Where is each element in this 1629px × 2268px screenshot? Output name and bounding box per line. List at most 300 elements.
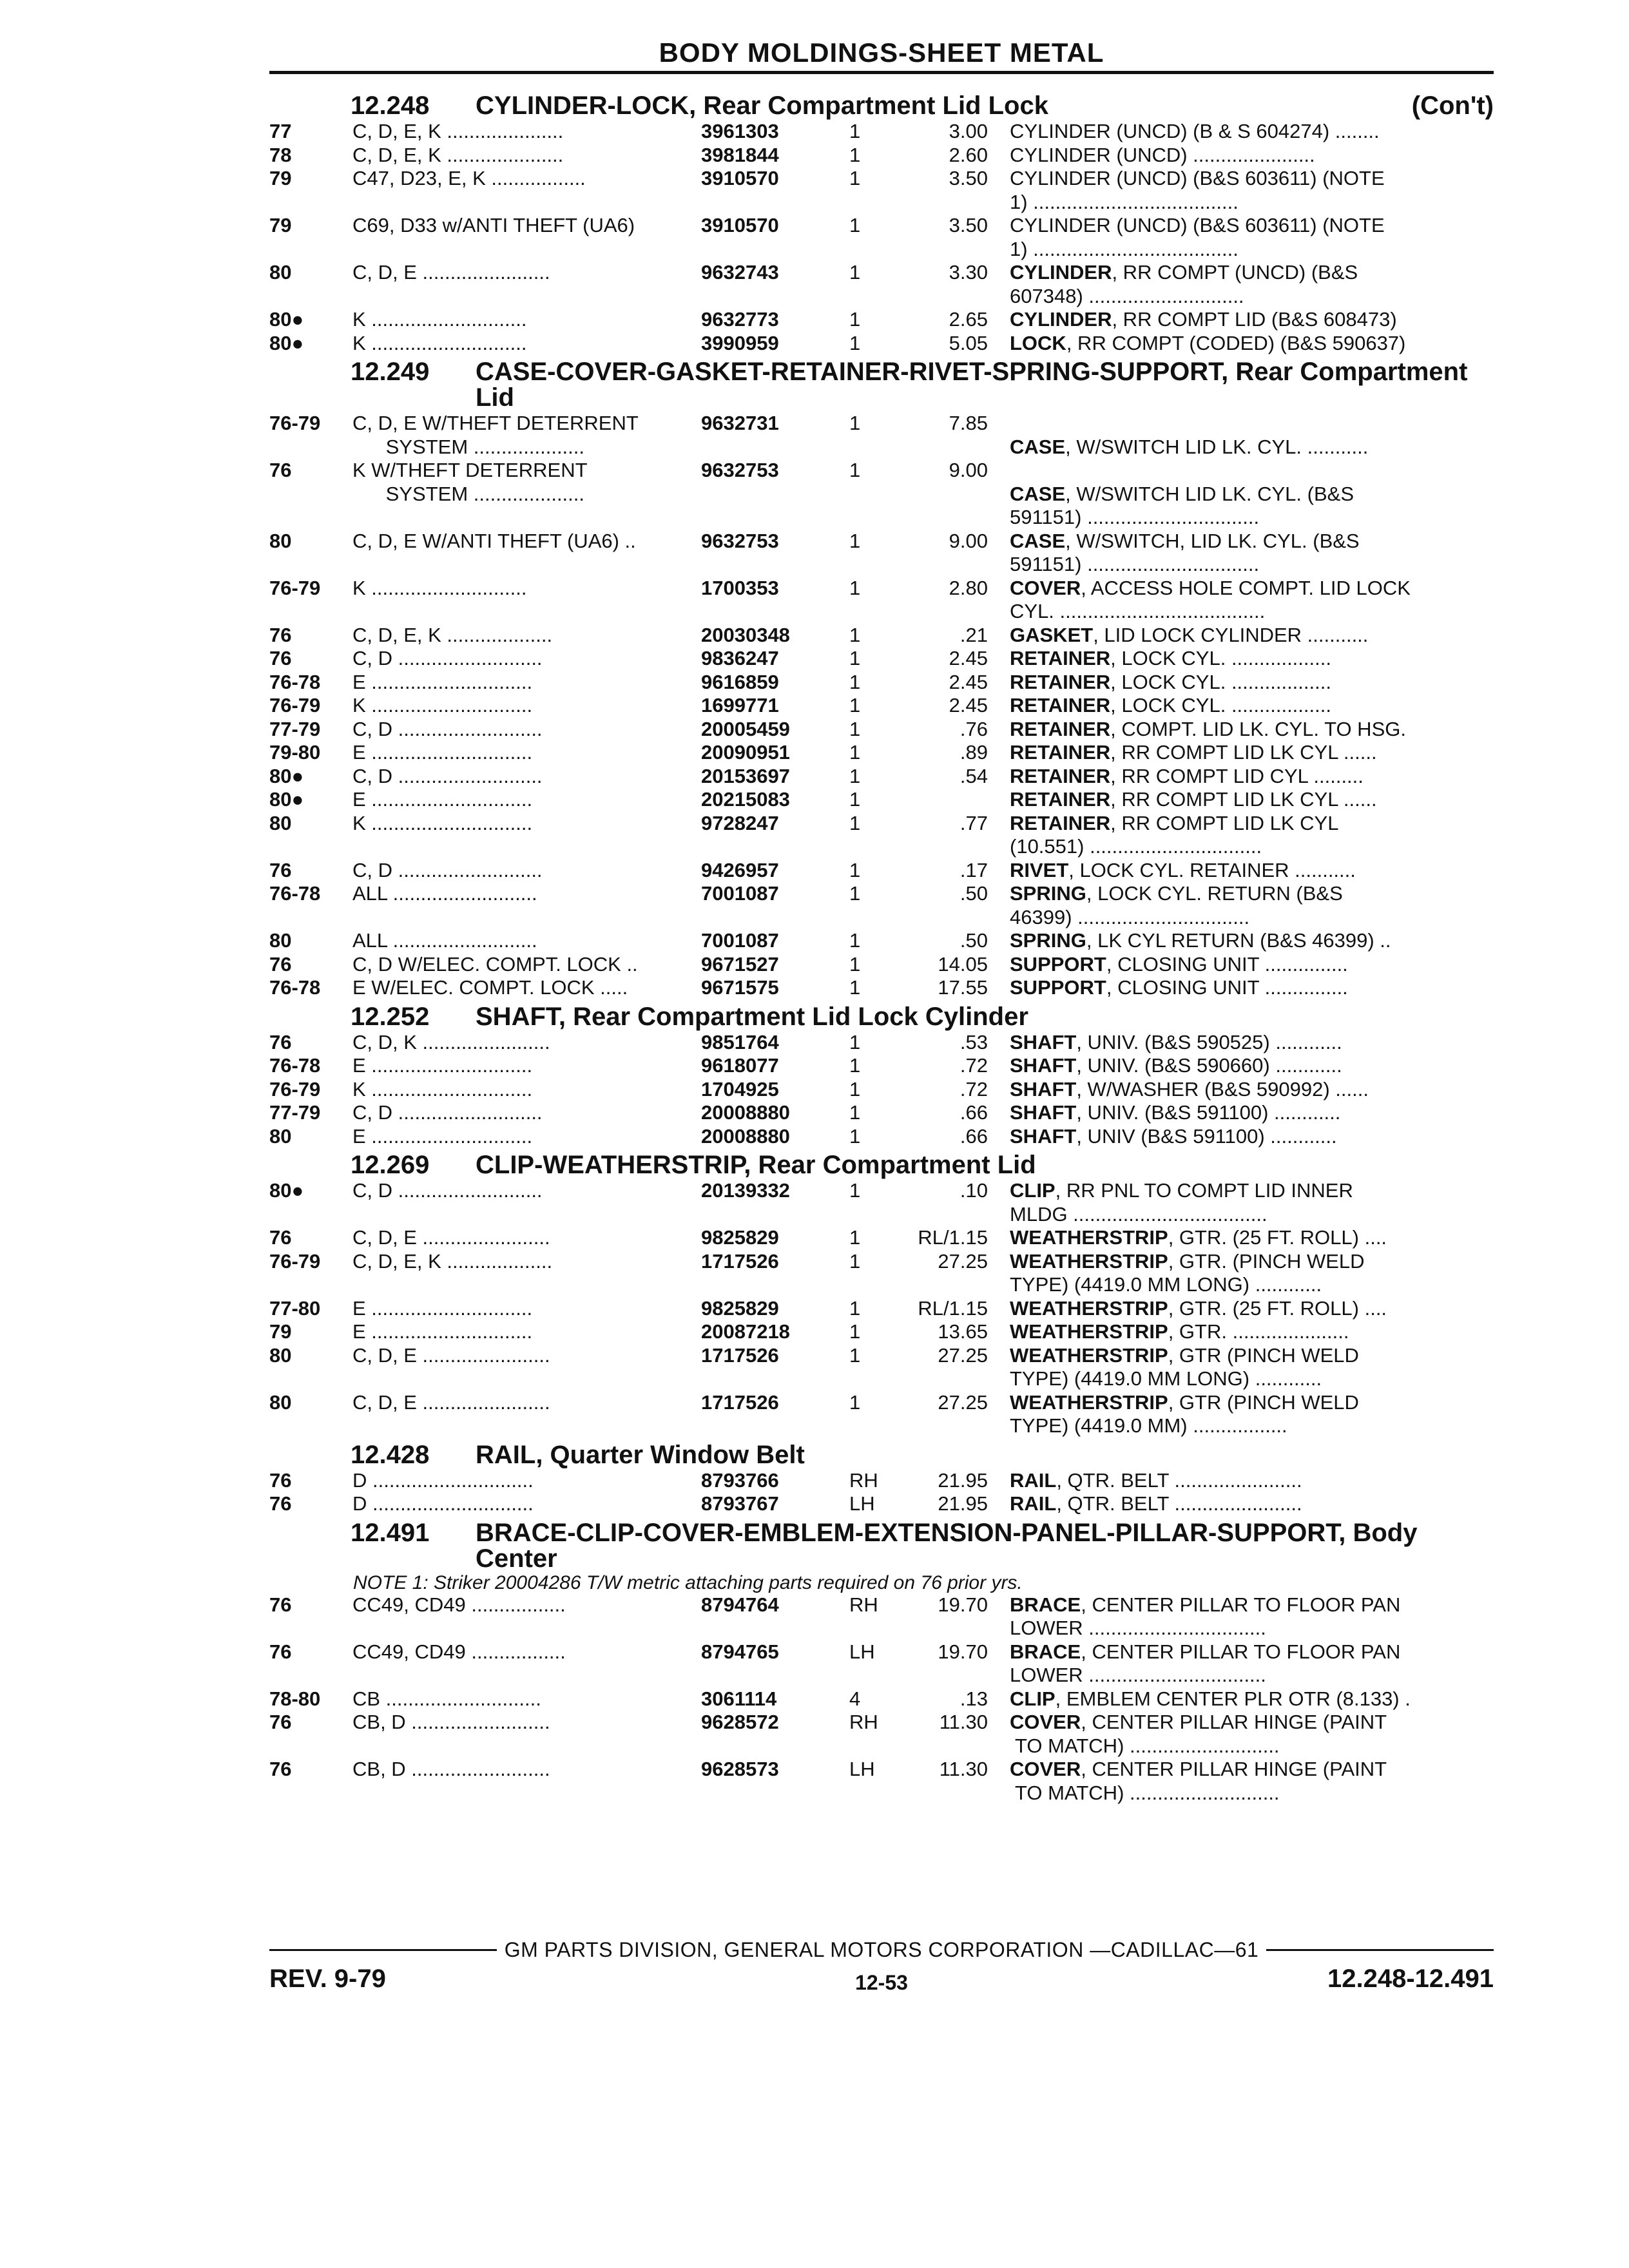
part-row (269, 1250, 1494, 1297)
continued-label: (Con't) (1411, 91, 1494, 120)
description-keyword: GASKET (1010, 623, 1094, 646)
description-keyword: SHAFT (1010, 1077, 1077, 1100)
quantity: RH (849, 1468, 878, 1492)
quantity: RH (849, 1711, 878, 1733)
quantity: 1 (849, 167, 861, 189)
description-keyword: COVER (1010, 1758, 1081, 1780)
model-application: CB, D ......................... (352, 1758, 550, 1780)
model-application: K ............................. (352, 1077, 533, 1100)
page-footer (269, 1938, 1494, 1997)
list-price: .54 (959, 764, 988, 787)
model-application: C, D .......................... (352, 1179, 543, 1202)
model-application: CC49, CD49 ................. (352, 1593, 566, 1616)
part-description: BRACE, CENTER PILLAR TO FLOOR PAN LOWER ................................ (1010, 1640, 1401, 1686)
part-number: 9632731 (701, 412, 779, 434)
part-number: 8793767 (701, 1492, 779, 1515)
list-price: 2.45 (949, 670, 988, 693)
description-keyword: WEATHERSTRIP (1010, 1226, 1168, 1249)
part-row (269, 1593, 1494, 1640)
model-year: 76 (269, 858, 292, 881)
part-description: CLIP, EMBLEM CENTER PLR OTR (8.133) . (1010, 1687, 1411, 1710)
part-row (269, 1344, 1494, 1391)
description-keyword: SPRING (1010, 929, 1086, 952)
part-number: 1699771 (701, 694, 779, 716)
quantity: 1 (849, 1030, 861, 1053)
list-price: 11.30 (939, 1758, 988, 1780)
part-row (269, 718, 1494, 742)
part-description: RETAINER, LOCK CYL. .................. (1010, 694, 1331, 716)
model-year: 76 (269, 1030, 292, 1053)
part-description: SPRING, LOCK CYL. RETURN (B&S 46399) ............................... (1010, 882, 1343, 928)
part-row (269, 953, 1494, 977)
description-keyword: CASE (1010, 482, 1066, 505)
list-price: 19.70 (938, 1640, 988, 1663)
model-year: 77-79 (269, 1101, 321, 1124)
description-keyword: LOCK (1010, 331, 1066, 354)
part-row (269, 1711, 1494, 1758)
description-keyword: CLIP (1010, 1179, 1055, 1202)
description-keyword: BRACE (1010, 1593, 1081, 1616)
part-description: WEATHERSTRIP, GTR. (PINCH WELD TYPE) (4419.0 MM LONG) ............ (1010, 1249, 1365, 1296)
part-row (269, 1031, 1494, 1055)
description-keyword: SHAFT (1010, 1124, 1077, 1148)
list-price: .21 (959, 623, 988, 646)
list-price: 27.25 (938, 1390, 988, 1414)
model-application: E ............................. (352, 1054, 533, 1077)
part-row (269, 671, 1494, 695)
part-number: 3990959 (701, 331, 779, 354)
list-price: 17.55 (938, 976, 988, 999)
list-price: 3.30 (949, 261, 988, 284)
part-description: GASKET, LID LOCK CYLINDER ........... (1010, 623, 1369, 646)
model-year: 76 (269, 1593, 292, 1616)
list-price: .17 (959, 858, 988, 881)
quantity: 1 (849, 1179, 861, 1202)
model-application: CB, D ......................... (352, 1711, 550, 1733)
revision-label: REV. 9-79 (269, 1965, 386, 1993)
part-row (269, 120, 1494, 144)
part-description: SUPPORT, CLOSING UNIT ............... (1010, 976, 1348, 999)
quantity: 1 (849, 529, 861, 552)
quantity: 1 (849, 261, 861, 284)
model-year: 79 (269, 1320, 292, 1343)
description-keyword: CYLINDER (1010, 308, 1112, 331)
model-year: 76-78 (269, 1054, 321, 1077)
catalog-section (269, 1442, 1494, 1516)
page-header: BODY MOLDINGS-SHEET METAL (659, 37, 1104, 68)
model-year: 80 (269, 1390, 292, 1414)
quantity: 1 (849, 214, 861, 236)
list-price: .66 (959, 1124, 988, 1148)
model-application: C69, D33 w/ANTI THEFT (UA6) (352, 214, 635, 236)
model-application: C, D, K ....................... (352, 1030, 550, 1053)
quantity: 1 (849, 741, 861, 764)
part-row (269, 788, 1494, 812)
model-year: 78 (269, 143, 292, 166)
description-keyword: SHAFT (1010, 1101, 1077, 1124)
part-description: RETAINER, RR COMPT LID LK CYL (10.551) ............................... (1010, 811, 1339, 858)
part-row (269, 1758, 1494, 1805)
part-row (269, 1320, 1494, 1344)
quantity: 1 (849, 1077, 861, 1100)
model-application: E ............................. (352, 741, 533, 764)
quantity: 1 (849, 764, 861, 787)
model-year: 80 (269, 529, 292, 552)
part-description: CYLINDER (UNCD) (B&S 603611) (NOTE 1) ..................................... (1010, 214, 1385, 260)
part-number: 8793766 (701, 1468, 779, 1492)
model-application: E W/ELEC. COMPT. LOCK ..... (352, 976, 628, 999)
description-keyword: COVER (1010, 1711, 1081, 1733)
footer-rule-left (269, 1949, 497, 1951)
model-year: 76 (269, 459, 292, 481)
section-name: BRACE-CLIP-COVER-EMBLEM-EXTENSION-PANEL-PILLAR-SUPPORT, Body Center (476, 1518, 1418, 1573)
list-price: .53 (959, 1030, 988, 1053)
footer-division: GM PARTS DIVISION, GENERAL MOTORS CORPORATION —CADILLAC—61 (504, 1938, 1259, 1961)
part-row (269, 144, 1494, 168)
model-year: 76-79 (269, 412, 321, 434)
list-price: 27.25 (938, 1249, 988, 1273)
model-application: E ............................. (352, 1320, 533, 1343)
model-application: C, D, E, K ..................... (352, 143, 564, 166)
quantity: 1 (849, 811, 861, 834)
parts-list (269, 89, 1494, 1805)
part-number: 7001087 (701, 929, 779, 952)
description-keyword: CLIP (1010, 1687, 1055, 1710)
part-number: 20030348 (701, 623, 790, 646)
quantity: 1 (849, 647, 861, 669)
part-description: WEATHERSTRIP, GTR (PINCH WELD TYPE) (4419.0 MM) ................. (1010, 1390, 1359, 1437)
part-description: SHAFT, UNIV. (B&S 591100) ............ (1010, 1101, 1341, 1124)
part-row (269, 812, 1494, 859)
part-number: 9851764 (701, 1030, 779, 1053)
model-application: C, D .......................... (352, 858, 543, 881)
list-price: 21.95 (938, 1468, 988, 1492)
quantity: 1 (849, 459, 861, 481)
part-description: COVER, CENTER PILLAR HINGE (PAINT TO MATCH) ........................... (1010, 1711, 1387, 1757)
list-price: .76 (959, 717, 988, 740)
quantity: 1 (849, 976, 861, 999)
model-application: C, D, E W/ANTI THEFT (UA6) .. (352, 529, 636, 552)
list-price: 13.65 (938, 1320, 988, 1343)
part-description: CLIP, RR PNL TO COMPT LID INNER MLDG ................................... (1010, 1179, 1353, 1225)
part-description: CASE, W/SWITCH, LID LK. CYL. (B&S 591151) ............................... (1010, 529, 1360, 575)
model-year: 76 (269, 1226, 292, 1249)
quantity: 1 (849, 694, 861, 716)
model-application: C, D, E, K ..................... (352, 120, 564, 142)
list-price: 9.00 (949, 529, 988, 552)
description-keyword: RETAINER (1010, 670, 1111, 693)
section-name: CLIP-WEATHERSTRIP, Rear Compartment Lid (476, 1151, 1036, 1179)
part-number: 20090951 (701, 741, 790, 764)
section-number: 12.252 (351, 1002, 430, 1031)
part-row (269, 624, 1494, 648)
part-row (269, 577, 1494, 624)
part-row (269, 1297, 1494, 1321)
model-year: 80 (269, 1124, 292, 1148)
model-application: C, D, E, K ................... (352, 623, 553, 646)
part-row (269, 1687, 1494, 1711)
model-application: C, D, E ....................... (352, 1226, 550, 1249)
list-price: 11.30 (939, 1711, 988, 1733)
part-number: 7001087 (701, 882, 779, 905)
part-number: 20008880 (701, 1124, 790, 1148)
list-price: 14.05 (938, 952, 988, 975)
part-row (269, 1492, 1494, 1516)
quantity: 1 (849, 143, 861, 166)
section-title (269, 1442, 1494, 1468)
part-row (269, 167, 1494, 214)
part-number: 20153697 (701, 764, 790, 787)
description-keyword: WEATHERSTRIP (1010, 1390, 1168, 1414)
part-row (269, 1640, 1494, 1687)
part-description: RETAINER, COMPT. LID LK. CYL. TO HSG. (1010, 717, 1406, 740)
part-number: 9426957 (701, 858, 779, 881)
part-description: COVER, CENTER PILLAR HINGE (PAINT TO MATCH) ........................... (1010, 1758, 1387, 1804)
catalog-section (269, 359, 1494, 1000)
part-row (269, 1179, 1494, 1226)
model-application: CB ............................ (352, 1687, 541, 1710)
model-application: E ............................. (352, 1296, 533, 1320)
quantity: 1 (849, 1124, 861, 1148)
part-description: WEATHERSTRIP, GTR (PINCH WELD TYPE) (4419.0 MM LONG) ............ (1010, 1343, 1359, 1390)
model-year: 76-79 (269, 1077, 321, 1100)
part-row (269, 459, 1494, 530)
model-year: 76 (269, 1711, 292, 1733)
part-number: 3981844 (701, 143, 779, 166)
part-description: BRACE, CENTER PILLAR TO FLOOR PAN LOWER ................................ (1010, 1593, 1401, 1639)
model-year: 76-79 (269, 694, 321, 716)
model-year: 77-79 (269, 717, 321, 740)
catalog-section (269, 1004, 1494, 1149)
quantity: 1 (849, 858, 861, 881)
quantity: 1 (849, 308, 861, 331)
model-application: K W/THEFT DETERRENT SYSTEM .................... (352, 459, 588, 505)
part-row (269, 1054, 1494, 1078)
model-application: C, D W/ELEC. COMPT. LOCK .. (352, 952, 638, 975)
description-keyword: SPRING (1010, 882, 1086, 905)
list-price: 2.45 (949, 647, 988, 669)
description-keyword: RETAINER (1010, 717, 1111, 740)
description-keyword: CASE (1010, 435, 1066, 458)
part-number: 20139332 (701, 1179, 790, 1202)
part-number: 8794764 (701, 1593, 779, 1616)
model-application: C, D, E ....................... (352, 261, 550, 284)
quantity: 1 (849, 1390, 861, 1414)
part-row (269, 741, 1494, 765)
section-name: CASE-COVER-GASKET-RETAINER-RIVET-SPRING-SUPPORT, Rear Compartment Lid (476, 358, 1468, 412)
part-number: 1704925 (701, 1077, 779, 1100)
model-application: C, D, E W/THEFT DETERRENT SYSTEM .................... (352, 412, 639, 458)
part-description: CYLINDER, RR COMPT (UNCD) (B&S 607348) ............................ (1010, 261, 1358, 307)
model-year: 79 (269, 214, 292, 236)
list-price: 21.95 (938, 1492, 988, 1515)
model-year: 76-78 (269, 882, 321, 905)
part-row (269, 530, 1494, 577)
model-year: 76 (269, 1492, 292, 1515)
description-keyword: RIVET (1010, 858, 1069, 881)
part-description: CASE, W/SWITCH LID LK. CYL. (B&S 591151) ............................... (1010, 482, 1354, 528)
part-row (269, 1101, 1494, 1125)
description-keyword: RETAINER (1010, 811, 1111, 834)
model-application: E ............................. (352, 1124, 533, 1148)
section-range: 12.248-12.491 (1327, 1965, 1494, 1993)
part-number: 9671575 (701, 976, 779, 999)
model-application: E ............................. (352, 788, 533, 811)
list-price: .72 (959, 1077, 988, 1100)
quantity: 1 (849, 1296, 861, 1320)
part-description: RIVET, LOCK CYL. RETAINER ........... (1010, 858, 1356, 881)
description-keyword: SHAFT (1010, 1030, 1077, 1053)
model-application: D ............................. (352, 1492, 534, 1515)
quantity: 1 (849, 882, 861, 905)
quantity: 1 (849, 623, 861, 646)
part-row (269, 882, 1494, 929)
model-application: K ............................ (352, 576, 527, 599)
list-price: 2.45 (949, 694, 988, 716)
list-price: .72 (959, 1054, 988, 1077)
model-year: 76-79 (269, 576, 321, 599)
part-description: RAIL, QTR. BELT ....................... (1010, 1468, 1302, 1492)
model-application: C, D .......................... (352, 647, 543, 669)
list-price: RL/1.15 (918, 1296, 988, 1320)
model-year: 76-78 (269, 670, 321, 693)
part-number: 9632773 (701, 308, 779, 331)
list-price: 3.50 (949, 214, 988, 236)
part-description: CASE, W/SWITCH LID LK. CYL. ........... (1010, 435, 1369, 458)
list-price: .13 (959, 1687, 988, 1710)
part-description: RETAINER, LOCK CYL. .................. (1010, 647, 1331, 669)
part-number: 3910570 (701, 214, 779, 236)
model-year: 80 (269, 811, 292, 834)
model-application: K ............................ (352, 308, 527, 331)
list-price: .10 (959, 1179, 988, 1202)
quantity: 1 (849, 1343, 861, 1367)
catalog-section (269, 93, 1494, 355)
part-description: CYLINDER (UNCD) (B&S 603611) (NOTE 1) ..................................... (1010, 167, 1385, 213)
part-row (269, 261, 1494, 308)
quantity: 1 (849, 1226, 861, 1249)
model-application: C, D .......................... (352, 1101, 543, 1124)
list-price: 5.05 (949, 331, 988, 354)
section-number: 12.428 (351, 1440, 430, 1469)
description-keyword: RETAINER (1010, 788, 1111, 811)
part-description: SHAFT, W/WASHER (B&S 590992) ...... (1010, 1077, 1369, 1100)
model-application: C, D .......................... (352, 717, 543, 740)
model-year: 76-78 (269, 976, 321, 999)
page-number: 12-53 (855, 1971, 908, 1994)
section-name: SHAFT, Rear Compartment Lid Lock Cylinder (476, 1002, 1028, 1031)
part-number: 9632753 (701, 529, 779, 552)
part-number: 3961303 (701, 120, 779, 142)
quantity: 1 (849, 576, 861, 599)
list-price: 27.25 (938, 1343, 988, 1367)
part-description: RETAINER, RR COMPT LID LK CYL ...... (1010, 741, 1377, 764)
part-row (269, 1078, 1494, 1102)
quantity: 4 (849, 1687, 861, 1710)
description-keyword: CYLINDER (1010, 261, 1112, 284)
description-keyword: WEATHERSTRIP (1010, 1296, 1168, 1320)
section-note: NOTE 1: Striker 20004286 T/W metric attaching parts required on 76 prior yrs. (353, 1571, 1023, 1593)
section-title (269, 359, 1494, 410)
part-description: WEATHERSTRIP, GTR. (25 FT. ROLL) .... (1010, 1296, 1387, 1320)
model-year: 76 (269, 1640, 292, 1663)
catalog-section (269, 1520, 1494, 1805)
part-number: 9671527 (701, 952, 779, 975)
model-application: K ............................. (352, 811, 533, 834)
model-year: 77-80 (269, 1296, 321, 1320)
part-description: SPRING, LK CYL RETURN (B&S 46399) .. (1010, 929, 1391, 952)
quantity: 1 (849, 120, 861, 142)
model-year: 80 (269, 1343, 292, 1367)
description-keyword: RETAINER (1010, 764, 1111, 787)
model-year: 79 (269, 167, 292, 189)
model-year: 80● (269, 1179, 304, 1202)
part-number: 1717526 (701, 1343, 779, 1367)
part-row (269, 332, 1494, 356)
quantity: 1 (849, 788, 861, 811)
description-keyword: RAIL (1010, 1468, 1057, 1492)
section-number: 12.491 (351, 1518, 430, 1547)
part-description: SHAFT, UNIV (B&S 591100) ............ (1010, 1124, 1337, 1148)
model-application: C, D, E ....................... (352, 1343, 550, 1367)
description-keyword: SUPPORT (1010, 976, 1106, 999)
model-year: 80● (269, 788, 304, 811)
model-year: 80 (269, 261, 292, 284)
model-application: K ............................. (352, 694, 533, 716)
description-keyword: SUPPORT (1010, 952, 1106, 975)
description-keyword: RETAINER (1010, 741, 1111, 764)
model-year: 76 (269, 647, 292, 669)
part-description: RETAINER, RR COMPT LID CYL ......... (1010, 764, 1364, 787)
quantity: 1 (849, 412, 861, 434)
list-price: .66 (959, 1101, 988, 1124)
quantity: 1 (849, 717, 861, 740)
model-year: 80● (269, 308, 304, 331)
part-number: 9628572 (701, 1711, 779, 1733)
part-number: 9825829 (701, 1296, 779, 1320)
list-price: .77 (959, 811, 988, 834)
description-keyword: RETAINER (1010, 694, 1111, 716)
quantity: 1 (849, 331, 861, 354)
part-number: 1717526 (701, 1249, 779, 1273)
header-rule (269, 71, 1494, 74)
part-description: CYLINDER, RR COMPT LID (B&S 608473) (1010, 308, 1397, 331)
quantity: LH (849, 1640, 875, 1663)
part-number: 1717526 (701, 1390, 779, 1414)
part-number: 9618077 (701, 1054, 779, 1077)
list-price: .89 (959, 741, 988, 764)
catalog-section (269, 1152, 1494, 1438)
part-row (269, 1469, 1494, 1493)
part-number: 9825829 (701, 1226, 779, 1249)
part-row (269, 1125, 1494, 1149)
description-keyword: RAIL (1010, 1492, 1057, 1515)
model-application: K ............................ (352, 331, 527, 354)
part-number: 20215083 (701, 788, 790, 811)
description-keyword: WEATHERSTRIP (1010, 1320, 1168, 1343)
section-number: 12.248 (351, 91, 430, 120)
description-keyword: CASE (1010, 529, 1066, 552)
section-number: 12.249 (351, 358, 430, 386)
part-description: LOCK, RR COMPT (CODED) (B&S 590637) (1010, 331, 1406, 354)
list-price: RL/1.15 (918, 1226, 988, 1249)
part-number: 8794765 (701, 1640, 779, 1663)
part-description: SHAFT, UNIV. (B&S 590525) ............ (1010, 1030, 1342, 1053)
model-application: CC49, CD49 ................. (352, 1640, 566, 1663)
quantity: 1 (849, 1320, 861, 1343)
list-price: 2.65 (949, 308, 988, 331)
quantity: 1 (849, 670, 861, 693)
